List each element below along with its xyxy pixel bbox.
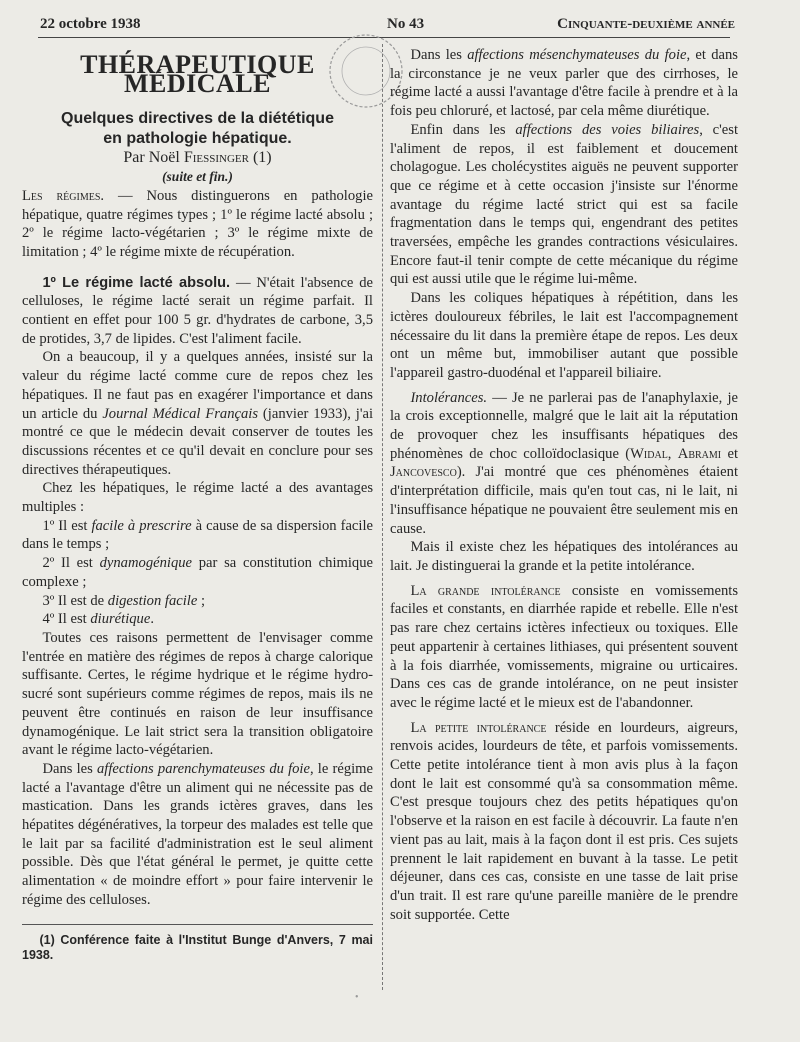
- text-run: et: [721, 445, 738, 462]
- text-run: 3º Il est de: [42, 592, 108, 609]
- author-citation: Widal: [630, 445, 668, 462]
- paragraph-avantages: Chez les hépatiques, le régime lacté a des avantages multiples :: [22, 480, 373, 516]
- emphasis: diurétique: [90, 611, 151, 628]
- continuation-note: (suite et fin.): [162, 169, 233, 185]
- paragraph-mesenchymateuses: [390, 46, 738, 121]
- paragraph-coliques: Dans les coliques hépatiques à répétition, dans les ictères douloureux fébriles, le lait est l'accompagnement nécessaire du lit dans la première étape de repos. Les deux ont un même but, immobiliser autant que possible l'appareil gastro-duodénal et l'appareil biliaire.: [390, 290, 738, 381]
- grande-intolerance-lead: La grande intolérance: [410, 582, 561, 599]
- text-run: , c'est l'aliment de repos, il est faiblement et doucement cholagogue. Les cholécystites aiguës ne peuvent supporter que ce régime et à cette occasion j'insiste sur l'énorme avantage du régime lacté strict qui est sa facile fragmentation dans le temps qui, engendrant des petites traversées, empêche les grandes contractions vésiculaires. Encore faut-il tenir compte de cette mécanique du régime qui est aussi utile que le régime lui-même.: [390, 121, 738, 288]
- text-run: 2º Il est: [42, 555, 100, 572]
- paragraph-regimes: [22, 187, 373, 262]
- text-run: ). J'ai montré que ces phénomènes étaient d'interprétation difficile, mais qu'en tout cas, ni le lait, ni l'insuffisance hépatique ne pouvaient être seulement mis en cause.: [390, 464, 738, 537]
- emphasis: affections mésenchymateuses du foie: [467, 47, 687, 63]
- regime-lacte-text: — N'était l'absence de celluloses, le régime lacté serait un régime parfait. Il contient en effet pour 100 5 gr. d'hydrates de carbone, 3,5 de protides, 3,7 de lipides. C'est l'aliment facile.: [22, 274, 373, 347]
- text-run: Dans les: [410, 47, 468, 63]
- article-title-line-1: Quelques directives de la diététique: [61, 110, 334, 128]
- regimes-text: — Nous distinguerons en pathologie hépatique, quatre régimes types ; 1º le régime lacté absolu ; 2º le régime lacto-végétarien ; 3º le régime mixte de limitation ; 4º le régime mixte de récupération.: [22, 187, 373, 260]
- footnote-rule: [22, 924, 373, 925]
- text-run: à cause de sa dispersion facile dans le temps ;: [22, 517, 373, 553]
- emphasis: affections des voies biliaires: [515, 121, 700, 138]
- text-run: (janvier 1933), j'ai montré ce que le médecin devait conserver de toutes les discussions récentes et ce qu'il devait en conclure pour ses directives thérapeutiques.: [22, 405, 373, 478]
- text-run: par sa constitution chimique complexe ;: [22, 555, 373, 590]
- issue-date: 22 octobre 1938: [40, 16, 141, 32]
- paragraph-toutes-raisons: Toutes ces raisons permettent de l'envisager comme l'entrée en matière des régimes de repos à charge calorique suffisante. Certes, le régime hydrique et le régime hydro-sucré sont supérieurs comme régimes de repos, mais ils ne peuvent être continués en raison de leur insuffisance dynamogénique. Le lait strict sera la transition obligatoire avant le régime lacto-végétarien.: [22, 629, 373, 759]
- volume-year: Cinquante-deuxième année: [557, 16, 735, 32]
- author-citation: Abrami: [677, 445, 722, 462]
- footnote: (1) Conférence faite à l'Institut Bunge d'Anvers, 7 mai 1938.: [22, 932, 373, 962]
- text-run: On a beaucoup, il y a quelques années, insisté sur la valeur du régime lacté comme cure de repos chez les hépatiques. Il ne faut pas en exagérer l'importance et dans un article du: [22, 349, 373, 422]
- emphasis: affections parenchymateuses du foie: [96, 760, 310, 777]
- text-run: Dans les: [42, 760, 97, 777]
- journal-citation: Journal Médical Français: [102, 405, 259, 422]
- author-footnote-ref: (1): [248, 149, 272, 167]
- regimes-lead: Les régimes.: [22, 187, 105, 204]
- page-speck: •: [355, 992, 359, 1003]
- list-item: [22, 592, 373, 611]
- paragraph-petite-intolerance: [390, 719, 738, 925]
- author-citation: Jancovesco: [390, 464, 457, 481]
- text-run: 4º Il est: [42, 611, 91, 628]
- text-run: , et dans la circonstance je ne veux parler que des cirrhoses, le régime lacté a aussi l'avantage d'être facile à prendre et à la fois peu chloruré, et lactosé, par cela même diurétique.: [390, 47, 738, 120]
- text-run: ;: [197, 592, 206, 609]
- list-item: [22, 554, 373, 591]
- article-title-line-2: en pathologie hépatique.: [103, 130, 292, 148]
- author-name: Fiessinger: [183, 149, 249, 167]
- paragraph-intolerances: [390, 389, 738, 539]
- regime-lacte-heading: 1º Le régime lacté absolu.: [42, 274, 231, 291]
- paragraph-cure-repos: [22, 348, 373, 479]
- text-run: Enfin dans les: [410, 121, 516, 138]
- text-run: réside en lourdeurs, aigreurs, renvois acides, lourdeurs de tête, et parfois vomissements. Cette petite intolérance tient à mon avis plus à la façon dont le lait est consommé qu'à sa consommation même. C'est presque toujours chez des petits hépatiques qu'on l'observe et la raison en est facile à découvrir. La faute n'en vient pas au lait, mais à la façon dont il est pris. Ces sujets prennent le lait rapidement en buvant à la tasse. Le petit déjeuner, dans ces cas, consiste en une tasse de lait prise d'un trait. Il est rare qu'une pareille manière de le prendre soit supportée. Cette: [390, 719, 738, 923]
- paragraph-grande-intolerance: [390, 582, 738, 713]
- text-run: ,: [667, 445, 678, 462]
- paragraph-mais: Mais il existe chez les hépatiques des intolérances au lait. Je distinguerai la grande et la petite intolérance.: [390, 539, 738, 574]
- text-run: — Je ne parlerai pas de l'anaphylaxie, je la crois exceptionnelle, malgré que le lait ait la réputation de provoquer chez les insuffisants hépatiques des phénomènes de choc colloïdoclasique (: [390, 389, 738, 462]
- right-column: [390, 46, 738, 924]
- list-item: [22, 517, 373, 554]
- paragraph-regime-lacte: [22, 274, 373, 349]
- issue-number: No 43: [387, 16, 425, 32]
- text-run: 1º Il est: [42, 517, 92, 534]
- text-run: , le régime lacté a l'avantage d'être un aliment qui ne nécessite pas de mastication. Dans les grands ictères graves, dans les hépatites dégénératives, la torpeur des malades est telle que le lait par sa facilité d'administration est le seul aliment possible. Dès que l'état général le permet, je quitte cette alimentation « de moindre effort » pour faire intervenir le régime des celluloses.: [22, 760, 373, 908]
- emphasis: facile à prescrire: [91, 517, 192, 534]
- emphasis: digestion facile: [107, 592, 198, 609]
- text-run: consiste en vomissements faciles et constants, en diarrhée rapide et rebelle. Elle n'est pas rare chez certains ictères infectieux ou toxiques. Elle peut appartenir à certaines lithiases, qui présentent souvent à la fois diarrhée, vomissements, migraine ou urticaires. Dans ces cas de grande intolérance, on ne peut insister avec le régime lacté et le mieux est de l'abandonner.: [390, 582, 738, 711]
- article-author: [22, 149, 373, 168]
- paragraph-parenchymateuses: [22, 760, 373, 910]
- left-column: [22, 46, 373, 963]
- column-divider: [382, 44, 383, 990]
- intolerances-heading: Intolérances.: [410, 389, 488, 406]
- paragraph-voies-biliaires: [390, 121, 738, 289]
- petite-intolerance-lead: La petite intolérance: [410, 719, 547, 736]
- section-title: THÉRAPEUTIQUE MÉDICALE: [80, 50, 315, 98]
- text-run: .: [150, 611, 154, 628]
- emphasis: dynamogénique: [99, 555, 193, 572]
- list-item: [22, 610, 373, 629]
- author-prefix: Par Noël: [123, 149, 184, 167]
- advantages-list: [22, 517, 373, 629]
